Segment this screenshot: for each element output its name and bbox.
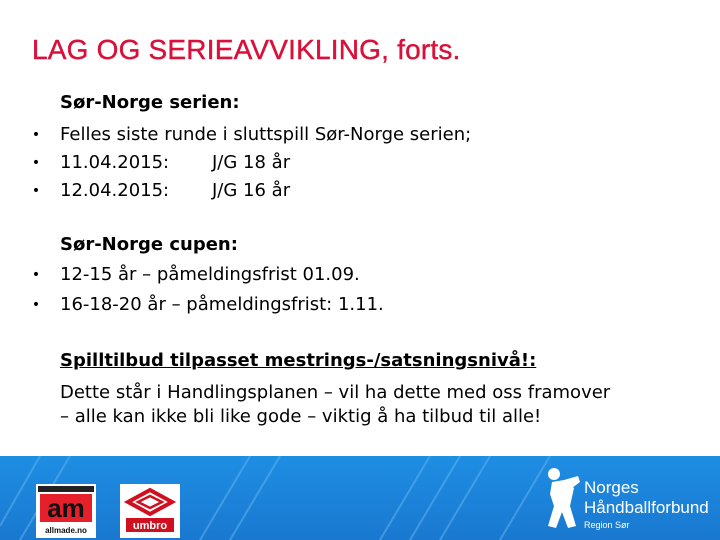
bullet-icon: • [31, 155, 41, 171]
bullet-icon: • [31, 297, 41, 313]
am-logo-text: am [47, 493, 85, 523]
nhf-wordmark: Norges Håndballforbund Region Sør [584, 478, 709, 530]
am-logo-caption: allmade.no [45, 526, 87, 535]
nhf-troll-icon [540, 466, 584, 536]
umbro-logo-text: umbro [132, 520, 168, 532]
bullet-icon: • [31, 183, 41, 199]
bullet-icon: • [31, 267, 41, 283]
slide-title: LAG OG SERIEAVVIKLING, forts. [32, 34, 461, 65]
sponsor-logo-allmade [36, 484, 96, 538]
bullet-icon: • [31, 127, 41, 143]
sponsor-logo-umbro [120, 484, 180, 538]
umbro-logo-icon [120, 484, 180, 538]
am-logo-icon [36, 484, 96, 538]
footer-band [0, 456, 720, 540]
